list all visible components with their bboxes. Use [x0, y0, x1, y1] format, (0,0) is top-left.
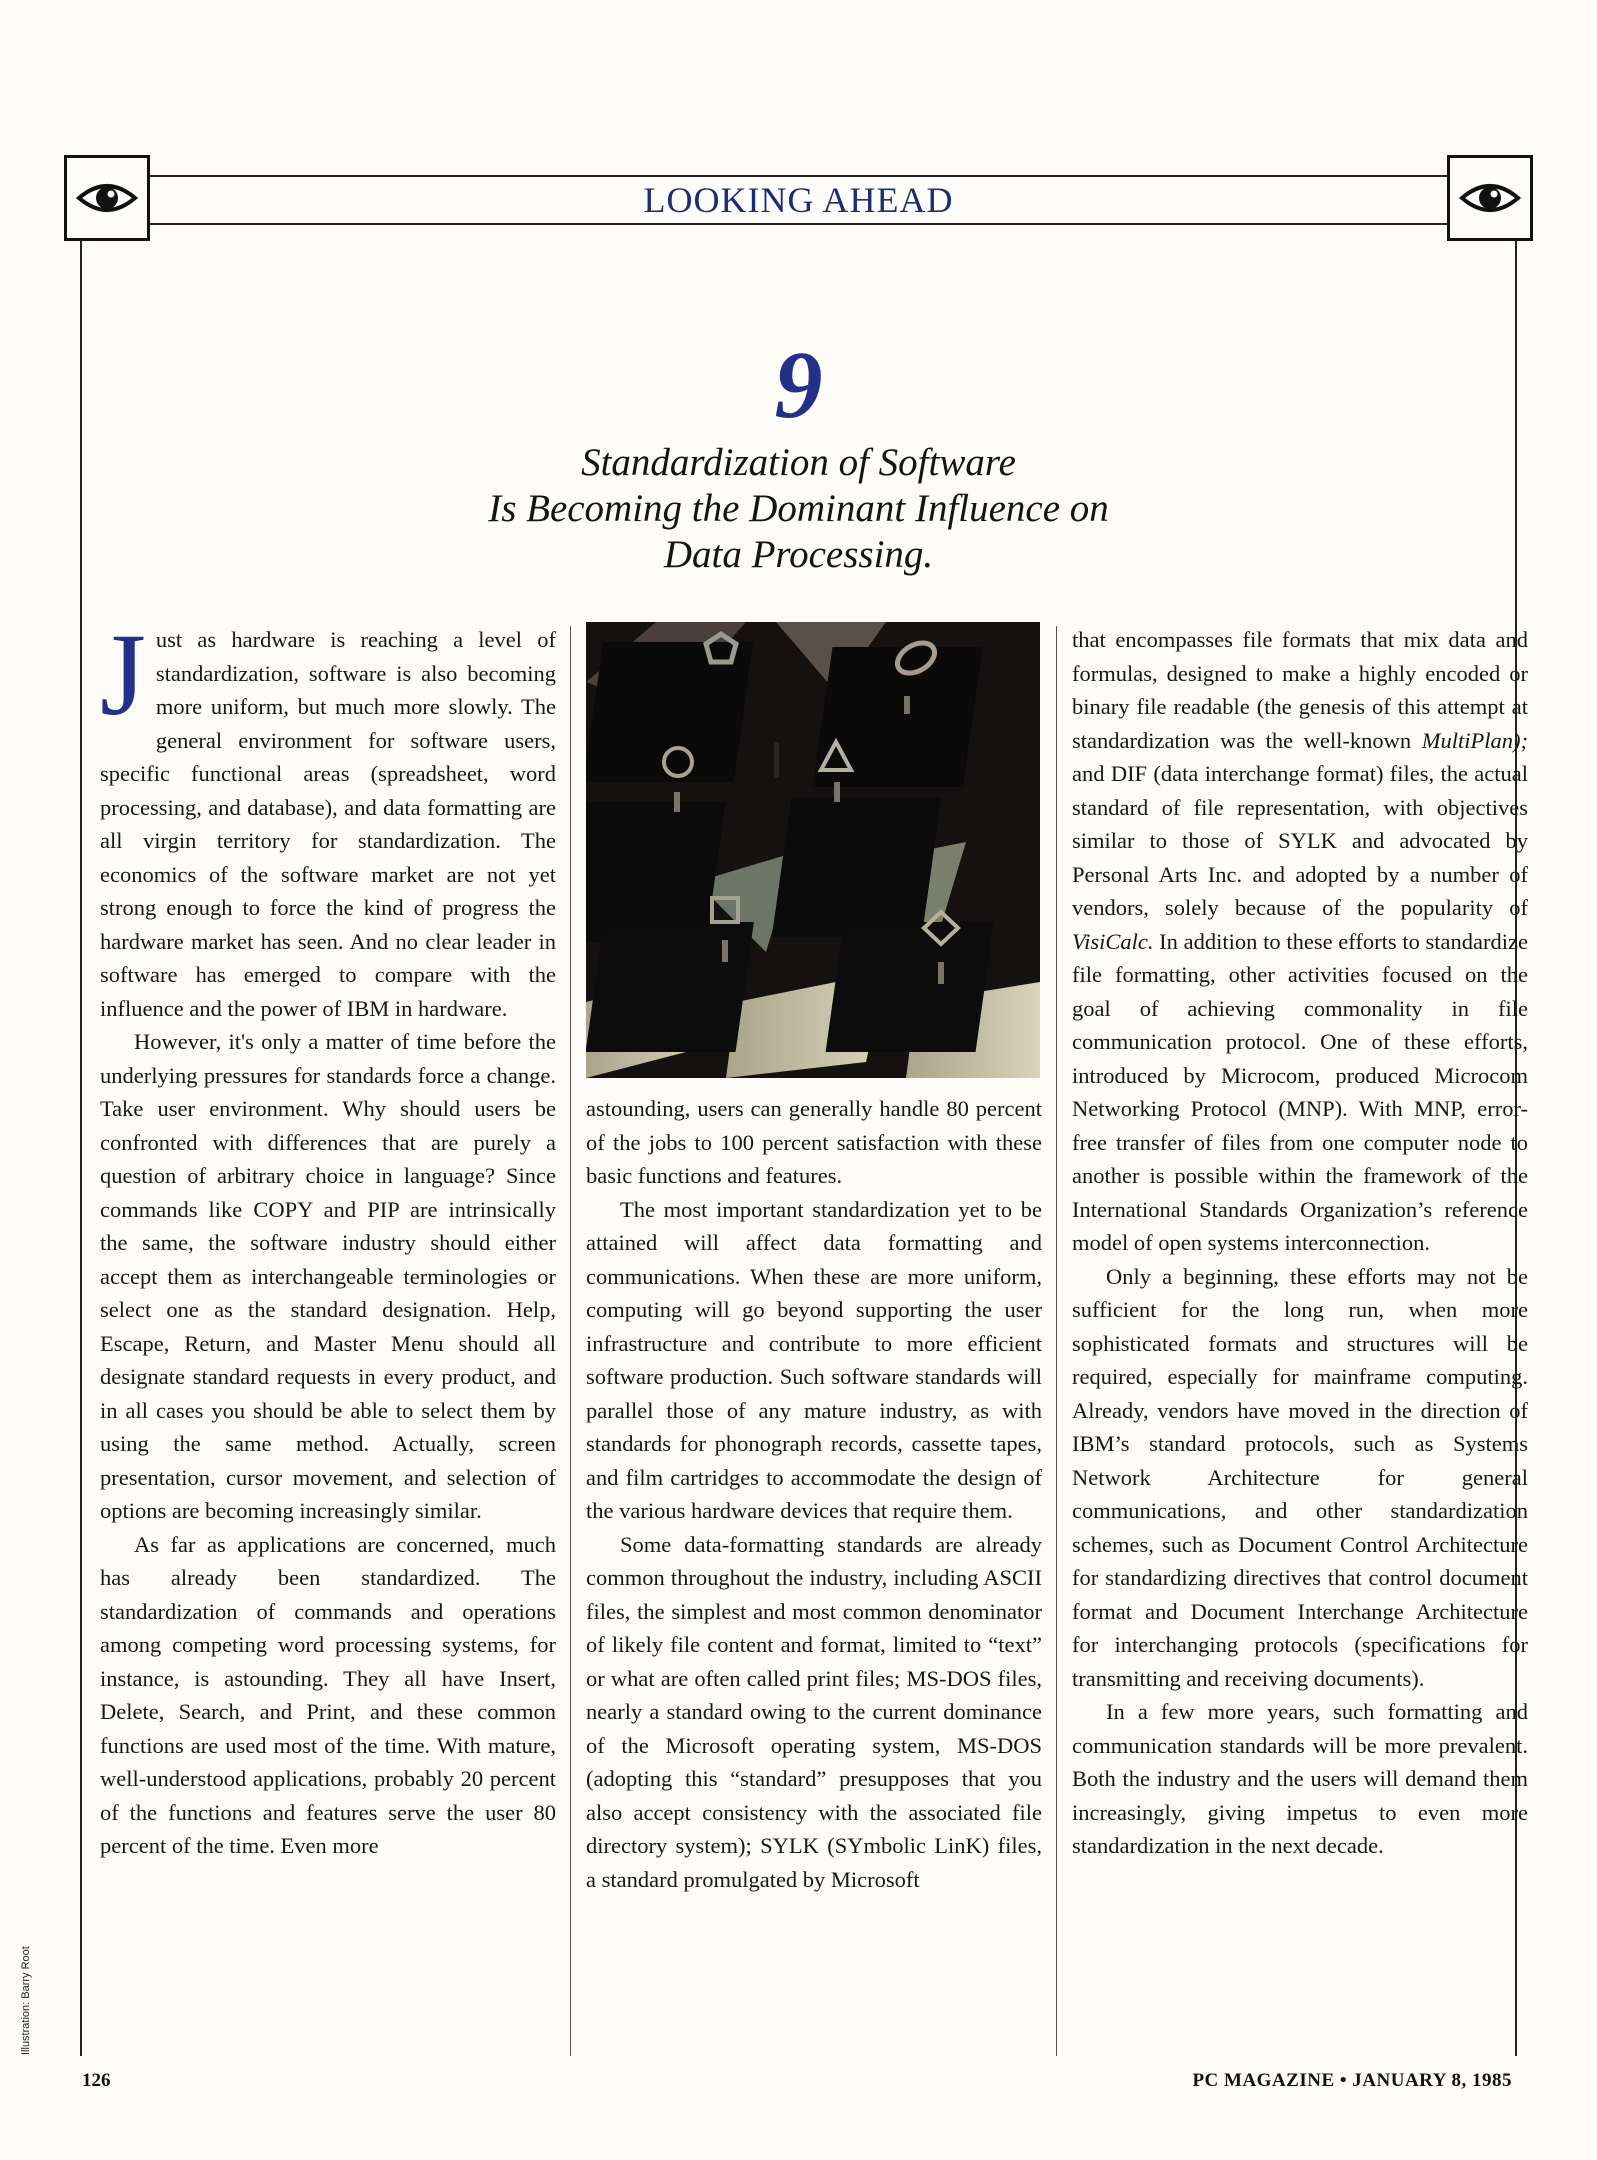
- frame-left-rule: [80, 224, 82, 2056]
- page-number: 126: [82, 2070, 111, 2091]
- paragraph: Some data-formatting standards are already common throughout the industry, including ASCII files, the simplest and most common denominator of likely file content and format, limited to “text” or what are often called print files; MS-DOS files, nearly a standard owing to the current dominance of the Microsoft operating system, MS-DOS (adopting this “standard” presupposes that you also accept consistency with the associated file directory system); SYLK (SYmbolic LinK) files, a standard promulgated by Microsoft: [586, 1531, 1042, 1892]
- paragraph-text: that encompasses file formats that mix data and formulas, designed to make a highly encoded or binary file readable (the genesis of this attempt at standardization was the well-known: [1072, 627, 1528, 753]
- article-column-2: [586, 1092, 1042, 1896]
- section-title: LOOKING AHEAD: [643, 180, 954, 220]
- headline-line: Data Processing.: [663, 533, 934, 576]
- eye-icon: [1447, 155, 1533, 241]
- product-name: MultiPlan);: [1421, 727, 1528, 753]
- headline-line: Standardization of Software: [581, 441, 1016, 484]
- paragraph: As far as applications are concerned, much has already been standardized. The standardization of commands and operations among competing word processing systems, for instance, is astounding. They all have Insert, Delete, Search, and Print, and these common functions are used most of the time. With mature, well-understood applications, probably 20 percent of the functions and features serve the user 80 percent of the time. Even more: [100, 1531, 556, 1858]
- drop-cap: J: [100, 609, 146, 740]
- paragraph: astounding, users can generally handle 80 percent of the jobs to 100 percent satisfaction with these basic functions and features.: [586, 1096, 1042, 1188]
- illustration-credit: Illustration: Barry Root: [20, 1946, 32, 2055]
- paragraph: Only a beginning, these efforts may not be sufficient for the long run, when more sophisticated formats and structures will be required, especially for mainframe computing. Already, vendors have moved in the direction of IBM’s standard protocols, such as Systems Network Architecture for general communications, and other standardization schemes, such as Document Control Architecture for standardizing directives that control document format and Document Interchange Architecture for interchanging protocols (specifications for transmitting and receiving documents).: [1072, 1263, 1528, 1691]
- article-column-1: [100, 609, 556, 1863]
- eye-icon: [64, 155, 150, 241]
- paragraph: The most important standardization yet to be attained will affect data formatting and communications. When these are more uniform, computing will go beyond supporting the user infrastructure and contribute to more efficient software production. Such software standards will parallel those of any mature industry, as with standards for phonograph records, cassette tapes, and film cartridges to accommodate the design of the various hardware devices that require them.: [586, 1196, 1042, 1523]
- paragraph-text: ust as hardware is reaching a level of standardization, software is also becoming more uniform, but much more slowly. The general environment for software users, specific functional areas (spreadsheet, word processing, and database), and data formatting are all virgin territory for standardization. The economics of the software market are not yet strong enough to force the kind of progress the hardware market has seen. And no clear leader in software has emerged to compare with the influence and the power of IBM in hardware.: [100, 627, 556, 1021]
- headline: [300, 440, 1297, 578]
- chapter-number: 9: [774, 331, 823, 438]
- paragraph: [100, 609, 556, 1025]
- paragraph: [1072, 623, 1528, 1260]
- column-rule: [1056, 626, 1057, 2056]
- product-name: VisiCalc.: [1072, 928, 1154, 954]
- article-column-3: [1072, 623, 1528, 1863]
- illustration-floppy-disks: [586, 622, 1040, 1078]
- headline-line: Is Becoming the Dominant Influence on: [488, 487, 1109, 530]
- magazine-footer: PC MAGAZINE • JANUARY 8, 1985: [1192, 2070, 1512, 2091]
- paragraph-text: and DIF (data interchange format) files, the actual standard of file representation, with objectives similar to those of SYLK and advocated by Personal Arts Inc. and adopted by a number of vendors, solely because of the popularity of: [1072, 761, 1528, 920]
- paragraph: However, it's only a matter of time before the underlying pressures for standards force a change. Take user environment. Why should users be confronted with differences that are purely a question of arbitrary choice in language? Since commands like COPY and PIP are intrinsically the same, the software industry should either accept them as interchangeable terminologies or select one as the standard designation. Help, Escape, Return, and Master Menu should all designate standard requests in every product, and in all cases you should be able to select them by using the same method. Actually, screen presentation, cursor movement, and selection of options are becoming increasingly similar.: [100, 1029, 556, 1523]
- paragraph-text: In addition to these efforts to standardize file formatting, other activities focused on the goal of achieving commonality in file communication protocol. One of these efforts, introduced by Microcom, produced Microcom Networking Protocol (MNP). With MNP, error-free transfer of files from one computer node to another is possible within the framework of the International Standards Organization’s reference model of open systems interconnection.: [1072, 928, 1528, 1255]
- header-rule-top: [150, 175, 1447, 177]
- paragraph: In a few more years, such formatting and communication standards will be more prevalent. Both the industry and the users will demand them increasingly, giving impetus to even more standardization in the next decade.: [1072, 1699, 1528, 1858]
- column-rule: [570, 626, 571, 2056]
- header-rule-bottom: [150, 223, 1447, 225]
